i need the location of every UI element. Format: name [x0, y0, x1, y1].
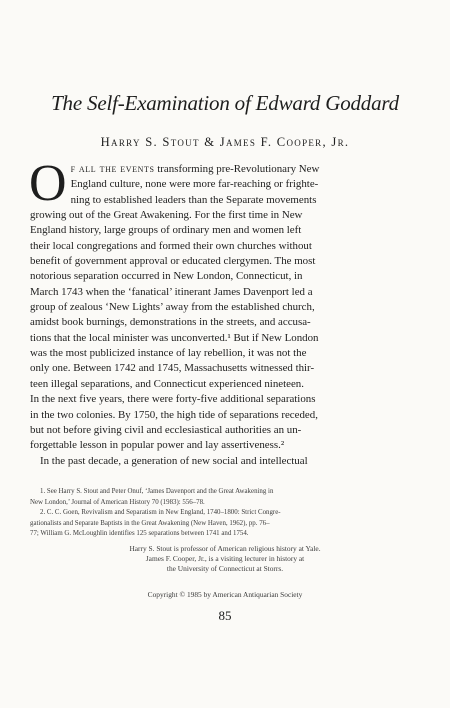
body-line: England history, large groups of ordinary men and women left — [30, 224, 302, 237]
body-line: notorious separation occurred in New London, Connecticut, in — [30, 270, 303, 283]
footnote-line: 2. C. C. Goen, Revivalism and Separatism in New England, 1740–1800: Strict Congre- — [40, 509, 281, 516]
footnote-line: gationalists and Separate Baptists in the Great Awakening (New Haven, 1962), pp. 76– — [30, 519, 270, 527]
footnote-line: New London,’ Journal of American History 70 (1983): 556–78. — [30, 498, 205, 506]
body-line-text: transforming pre-Revolutionary New — [154, 163, 320, 175]
body-line: was the most publicized instance of lay rebellion, it was not the — [30, 347, 307, 360]
bio-line: James F. Cooper, Jr., is a visiting lecturer in history at — [145, 554, 305, 563]
body-line: in the two colonies. By 1750, the high tide of separations receded, — [30, 408, 318, 421]
page-number: 85 — [218, 608, 232, 623]
copyright-notice: Copyright © 1985 by American Antiquarian Society — [147, 590, 303, 599]
body-line: group of zealous ‘New Lights’ away from the established church, — [30, 301, 315, 314]
bio-line: Harry S. Stout is professor of American religious history at Yale. — [129, 544, 321, 553]
drop-cap: O — [29, 155, 67, 212]
second-paragraph-start: In the past decade, a generation of new social and intellectual — [40, 454, 308, 467]
body-line: only one. Between 1742 and 1745, Massachusetts witnessed thir- — [30, 362, 315, 375]
author-bio — [30, 544, 420, 574]
footnote-line: 1. See Harry S. Stout and Peter Onuf, ‘James Davenport and the Great Awakening in — [40, 488, 274, 495]
footnote-line: 77; William G. McLoughlin identifies 125 separations between 1741 and 1754. — [30, 530, 249, 537]
article-body — [29, 155, 380, 469]
body-line: England culture, none were more far-reaching or frighte- — [70, 178, 319, 191]
article-title: The Self-Examination of Edward Goddard — [51, 91, 399, 115]
body-line: In the next five years, there were forty-five additional separations — [30, 393, 316, 406]
bio-line: the University of Connecticut at Storrs. — [166, 564, 284, 573]
body-line: March 1743 when the ‘fanatical’ itinerant James Davenport led a — [30, 285, 313, 298]
body-line — [71, 162, 380, 177]
body-line: teen illegal separations, and Connecticut experienced nineteen. — [30, 377, 304, 390]
body-line: benefit of government approval or educated clergymen. The most — [30, 255, 316, 268]
body-line: but not before giving civil and ecclesiastical authorities an un- — [30, 423, 302, 436]
article-authors: Harry S. Stout & James F. Cooper, Jr. — [100, 135, 350, 149]
body-line: tions that the local minister was unconverted.¹ But if New London — [30, 331, 319, 344]
body-line: their local congregations and formed their own churches without — [30, 239, 312, 252]
body-line: ning to established leaders than the Separate movements — [70, 193, 317, 206]
body-line: amidst book burnings, demonstrations in the streets, and accusa- — [30, 316, 311, 329]
body-line: forgettable lesson in popular power and lay assertiveness.² — [30, 439, 285, 452]
footnotes — [30, 487, 380, 540]
body-line: growing out of the Great Awakening. For the first time in New — [30, 209, 303, 222]
lead-in-small-caps: f all the events — [70, 163, 155, 175]
